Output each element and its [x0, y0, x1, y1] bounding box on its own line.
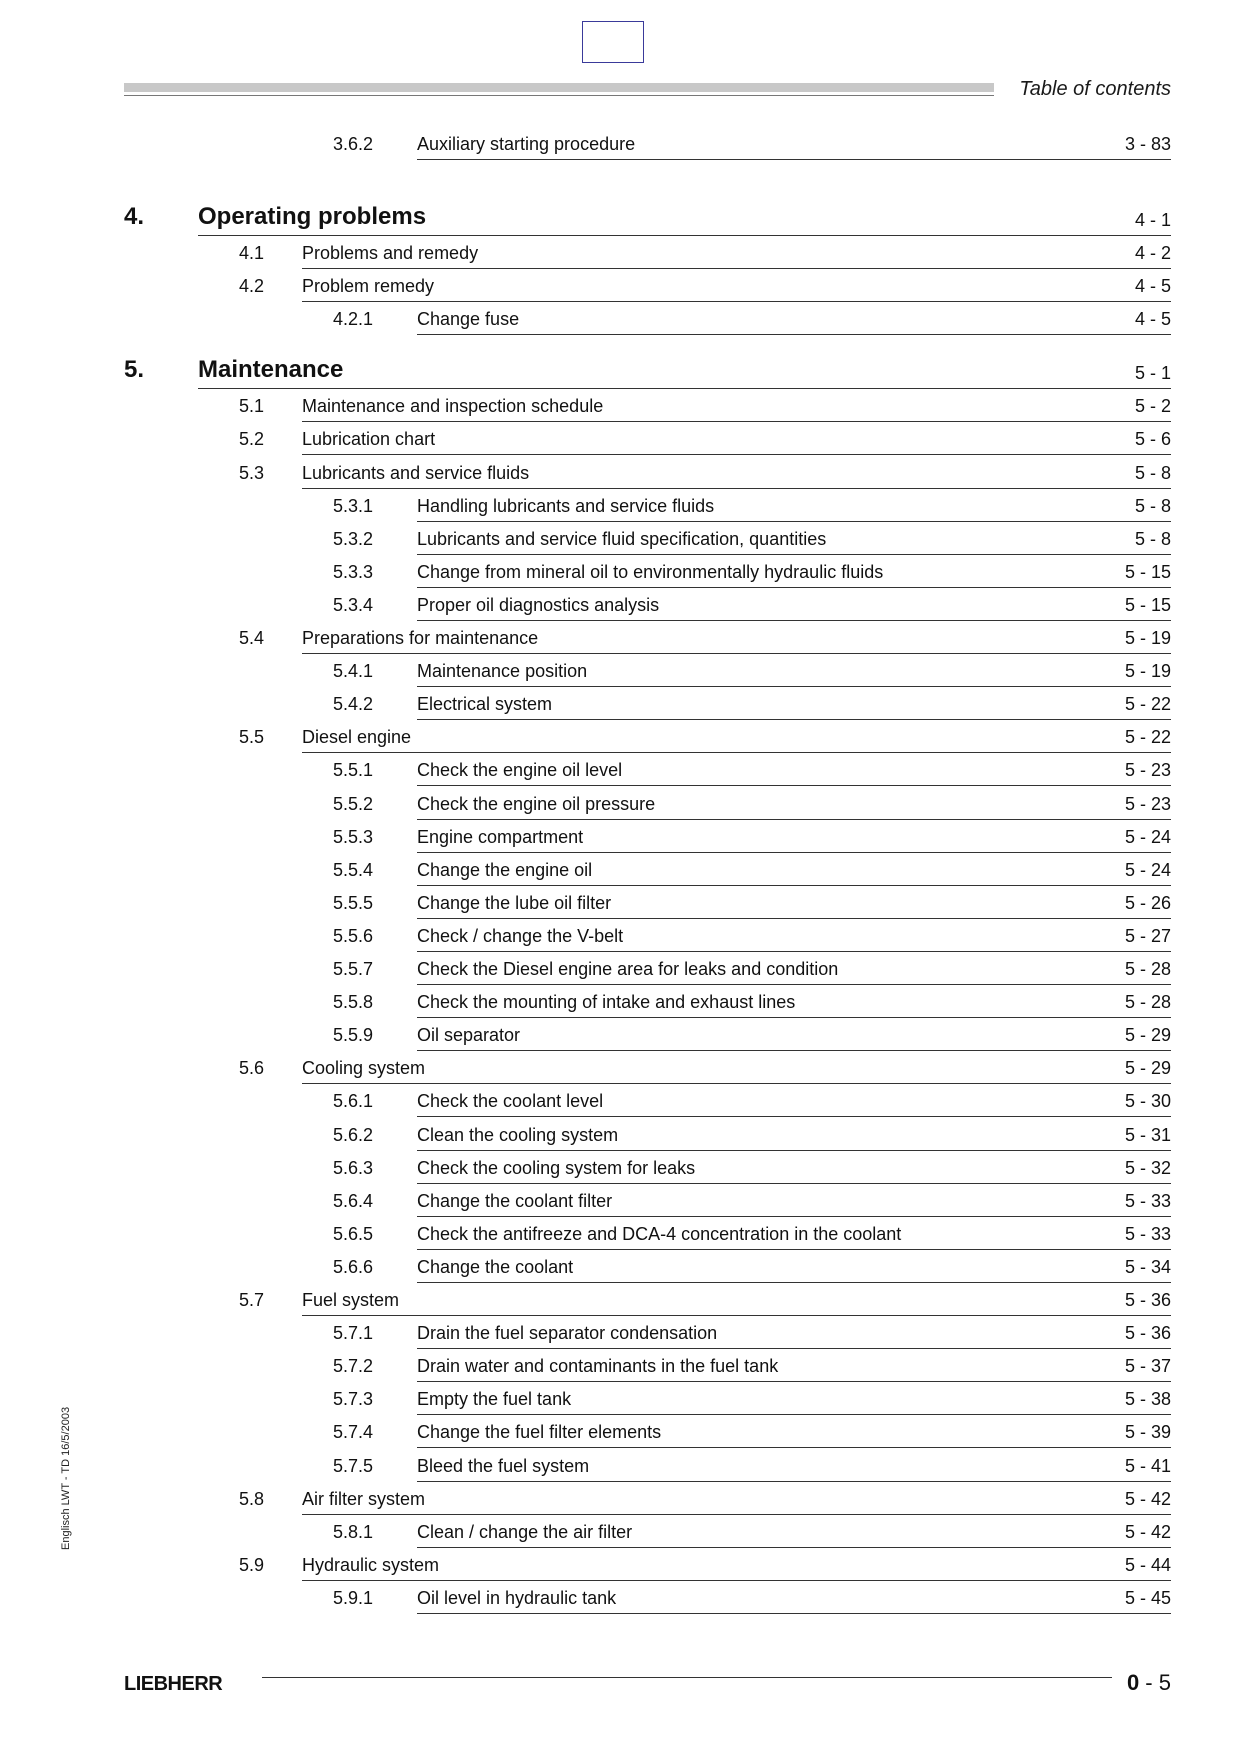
toc-number: 5.5.9	[333, 1025, 374, 1046]
toc-page-ref[interactable]: 5 - 38	[1124, 1389, 1171, 1410]
toc-title[interactable]: Engine compartment	[417, 826, 584, 847]
toc-page-ref[interactable]: 5 - 45	[1124, 1587, 1171, 1608]
toc-title[interactable]: Check the Diesel engine area for leaks and condition	[417, 959, 839, 979]
toc-entry-row[interactable]	[0, 786, 1240, 820]
toc-title[interactable]: Change the lube oil filter	[417, 892, 612, 913]
toc-page-ref[interactable]: 5 - 39	[1124, 1422, 1171, 1443]
toc-entry-row[interactable]	[0, 421, 1240, 455]
toc-title[interactable]: Change the coolant	[417, 1256, 574, 1277]
toc-title[interactable]: Lubricants and service fluids	[302, 462, 530, 483]
toc-title[interactable]: Change the fuel filter elements	[417, 1422, 662, 1443]
toc-entry-row[interactable]	[0, 951, 1240, 985]
toc-title[interactable]: Check / change the V-belt	[417, 925, 624, 946]
toc-page-ref[interactable]: 5 - 31	[1124, 1124, 1171, 1145]
header-bar	[124, 83, 994, 92]
toc-page-ref[interactable]: 5 - 27	[1124, 925, 1171, 946]
toc-page-ref[interactable]: 3 - 83	[1124, 134, 1171, 154]
toc-title[interactable]: Maintenance position	[417, 661, 588, 682]
page-chapter: 0	[1126, 1670, 1140, 1695]
toc-entry-row[interactable]	[0, 1348, 1240, 1382]
toc-entry-row[interactable]	[0, 1216, 1240, 1250]
toc-page-ref[interactable]: 5 - 24	[1124, 826, 1171, 847]
toc-page-ref[interactable]: 5 - 26	[1124, 892, 1171, 913]
toc-entry-row[interactable]	[0, 653, 1240, 687]
toc-chapter-row[interactable]	[0, 188, 1240, 236]
toc-number: 5.	[124, 356, 145, 384]
toc-number: 5.3.1	[333, 495, 374, 516]
toc-entry-row[interactable]	[0, 126, 1240, 160]
toc-number: 5.3.4	[333, 594, 374, 615]
toc-number: 4.	[124, 202, 145, 230]
toc-page-ref[interactable]: 5 - 33	[1124, 1223, 1171, 1244]
toc-title[interactable]: Check the engine oil level	[417, 760, 623, 781]
toc-entry-row[interactable]	[0, 1414, 1240, 1448]
toc-entry-row[interactable]	[0, 918, 1240, 952]
toc-entry-row[interactable]	[0, 819, 1240, 853]
toc-page-ref[interactable]: 5 - 32	[1124, 1157, 1171, 1178]
toc-page-ref[interactable]: 5 - 24	[1124, 859, 1171, 880]
toc-number: 5.5.4	[333, 859, 374, 880]
toc-underline	[417, 334, 1171, 335]
toc-number: 5.7.1	[333, 1323, 374, 1344]
page-separator: -	[1139, 1670, 1159, 1695]
toc-title[interactable]: Problem remedy	[302, 276, 435, 297]
toc-entry-row[interactable]	[0, 719, 1240, 753]
svg-text:LIEBHERR: LIEBHERR	[124, 1673, 223, 1695]
toc-title[interactable]: Problems and remedy	[302, 243, 479, 263]
toc-page-ref[interactable]: 5 - 22	[1124, 694, 1171, 715]
toc-page-ref[interactable]: 5 - 33	[1124, 1190, 1171, 1211]
toc-page-ref[interactable]: 5 - 44	[1124, 1554, 1171, 1575]
toc-title[interactable]: Empty the fuel tank	[417, 1389, 572, 1410]
toc-entry-row[interactable]	[0, 1448, 1240, 1482]
toc-title[interactable]: Handling lubricants and service fluids	[417, 495, 715, 516]
toc-page-ref[interactable]: 5 - 41	[1124, 1455, 1171, 1476]
toc-title[interactable]: Fuel system	[302, 1290, 400, 1310]
toc-page-ref[interactable]: 5 - 36	[1124, 1290, 1171, 1310]
toc-page-ref[interactable]: 5 - 19	[1124, 661, 1171, 682]
toc-title[interactable]: Check the engine oil pressure	[417, 793, 656, 814]
toc-page-ref[interactable]: 5 - 22	[1124, 727, 1171, 748]
toc-entry-row[interactable]	[0, 1514, 1240, 1548]
toc-entry-row[interactable]	[0, 885, 1240, 919]
toc-number: 5.1	[239, 396, 265, 417]
toc-number: 5.5.3	[333, 826, 374, 847]
toc-title[interactable]: Maintenance	[198, 356, 344, 384]
toc-page-ref[interactable]: 5 - 23	[1124, 760, 1171, 781]
toc-page-ref[interactable]: 5 - 15	[1124, 594, 1171, 615]
toc-title[interactable]: Drain the fuel separator condensation	[417, 1323, 718, 1344]
toc-entry-row[interactable]	[0, 1150, 1240, 1184]
toc-title[interactable]: Cooling system	[302, 1058, 426, 1079]
toc-number: 5.5.8	[333, 992, 374, 1013]
toc-number: 5.6.2	[333, 1124, 374, 1145]
toc-underline	[417, 1613, 1171, 1614]
toc-entry-row[interactable]	[0, 1249, 1240, 1283]
toc-entry-row[interactable]	[0, 268, 1240, 302]
toc-page-ref[interactable]: 4 - 5	[1134, 309, 1171, 330]
toc-title[interactable]: Oil separator	[417, 1025, 521, 1046]
page-number	[1127, 1670, 1171, 1696]
toc-page-ref[interactable]: 5 - 15	[1124, 561, 1171, 582]
toc-entry-row[interactable]	[0, 1481, 1240, 1515]
toc-entry-row[interactable]	[0, 1315, 1240, 1349]
toc-title[interactable]: Bleed the fuel system	[417, 1455, 590, 1476]
document-reference: Englisch LWT - TD 16/5/2003	[60, 1406, 72, 1550]
toc-entry-row[interactable]	[0, 554, 1240, 588]
toc-entry-row[interactable]	[0, 852, 1240, 886]
toc-page-ref[interactable]: 5 - 28	[1124, 959, 1171, 979]
toc-chapter-row[interactable]	[0, 341, 1240, 389]
toc-number: 5.7.2	[333, 1356, 374, 1377]
toc-number: 5.2	[239, 429, 265, 450]
liebherr-logo	[124, 1670, 254, 1696]
toc-page-ref[interactable]: 5 - 23	[1124, 793, 1171, 814]
toc-title[interactable]: Auxiliary starting procedure	[417, 134, 636, 154]
toc-entry-row[interactable]	[0, 235, 1240, 269]
toc-title[interactable]: Clean / change the air filter	[417, 1521, 633, 1542]
toc-number: 5.7.4	[333, 1422, 374, 1443]
toc-page-ref[interactable]: 5 - 6	[1134, 429, 1171, 450]
toc-entry-row[interactable]	[0, 1282, 1240, 1316]
toc-entry-row[interactable]	[0, 301, 1240, 335]
toc-title[interactable]: Lubricants and service fluid specification, quantities	[417, 528, 827, 549]
toc-number: 5.5	[239, 727, 265, 748]
toc-title[interactable]: Change fuse	[417, 309, 520, 330]
toc-entry-row[interactable]	[0, 1547, 1240, 1581]
toc-title[interactable]: Change the coolant filter	[417, 1190, 613, 1211]
toc-number: 5.5.2	[333, 793, 374, 814]
toc-title[interactable]: Clean the cooling system	[417, 1124, 619, 1145]
toc-page-ref[interactable]: 5 - 37	[1124, 1356, 1171, 1377]
toc-number: 3.6.2	[333, 134, 374, 154]
toc-title[interactable]: Diesel engine	[302, 727, 412, 748]
footer-rule	[262, 1677, 1112, 1678]
page-header-title: Table of contents	[1019, 78, 1171, 100]
toc-title[interactable]: Check the cooling system for leaks	[417, 1157, 696, 1178]
toc-number: 5.7	[239, 1290, 265, 1310]
toc-number: 5.5.1	[333, 760, 374, 781]
toc-entry-row[interactable]	[0, 455, 1240, 489]
header-rule	[124, 95, 994, 96]
toc-page-ref[interactable]: 5 - 42	[1124, 1521, 1171, 1542]
toc-number: 5.4.1	[333, 661, 374, 682]
toc-number: 4.1	[239, 243, 265, 263]
toc-title[interactable]: Check the antifreeze and DCA-4 concentration in the coolant	[417, 1223, 902, 1244]
toc-number: 5.8	[239, 1488, 265, 1509]
toc-page-ref[interactable]: 5 - 29	[1124, 1025, 1171, 1046]
toc-page-ref[interactable]: 5 - 19	[1124, 628, 1171, 648]
toc-page-ref[interactable]: 4 - 5	[1134, 276, 1171, 297]
toc-page-ref[interactable]: 4 - 1	[1134, 209, 1171, 230]
toc-page-ref[interactable]: 5 - 8	[1134, 528, 1171, 549]
toc-entry-row[interactable]	[0, 686, 1240, 720]
toc-entry-row[interactable]	[0, 521, 1240, 555]
toc-title[interactable]: Change from mineral oil to environmentally hydraulic fluids	[417, 561, 884, 582]
toc-entry-row[interactable]	[0, 620, 1240, 654]
toc-entry-row[interactable]	[0, 1580, 1240, 1614]
toc-entry-row[interactable]	[0, 1050, 1240, 1084]
toc-title[interactable]: Maintenance and inspection schedule	[302, 396, 604, 417]
toc-page-ref[interactable]: 5 - 8	[1134, 495, 1171, 516]
toc-title[interactable]: Proper oil diagnostics analysis	[417, 594, 660, 615]
toc-title[interactable]: Electrical system	[417, 694, 553, 715]
toc-title[interactable]: Check the mounting of intake and exhaust lines	[417, 992, 796, 1013]
toc-number: 5.8.1	[333, 1521, 374, 1542]
toc-page-ref[interactable]: 5 - 36	[1124, 1323, 1171, 1344]
toc-title[interactable]: Preparations for maintenance	[302, 628, 539, 648]
toc-number: 5.6	[239, 1058, 265, 1079]
toc-page-ref[interactable]: 5 - 2	[1134, 396, 1171, 417]
toc-page-ref[interactable]: 5 - 28	[1124, 992, 1171, 1013]
toc-number: 4.2.1	[333, 309, 374, 330]
toc-entry-row[interactable]	[0, 1083, 1240, 1117]
toc-number: 5.5.5	[333, 892, 374, 913]
toc-entry-row[interactable]	[0, 1117, 1240, 1151]
toc-number: 5.6.4	[333, 1190, 374, 1211]
toc-entry-row[interactable]	[0, 488, 1240, 522]
toc-number: 5.3.3	[333, 561, 374, 582]
toc-number: 5.7.3	[333, 1389, 374, 1410]
toc-number: 5.9	[239, 1554, 265, 1575]
toc-entry-row[interactable]	[0, 388, 1240, 422]
toc-page-ref[interactable]: 5 - 29	[1124, 1058, 1171, 1079]
page-index: 5	[1158, 1670, 1171, 1695]
toc-title[interactable]: Operating problems	[198, 202, 427, 230]
toc-number: 5.4.2	[333, 694, 374, 715]
toc-page-ref[interactable]: 5 - 42	[1124, 1488, 1171, 1509]
toc-page-ref[interactable]: 5 - 30	[1124, 1091, 1171, 1112]
toc-title[interactable]: Hydraulic system	[302, 1554, 440, 1575]
toc-number: 5.5.7	[333, 959, 374, 979]
toc-page-ref[interactable]: 5 - 1	[1134, 363, 1171, 384]
toc-number: 5.5.6	[333, 925, 374, 946]
toc-number: 5.3	[239, 462, 265, 483]
toc-number: 5.7.5	[333, 1455, 374, 1476]
toc-title[interactable]: Oil level in hydraulic tank	[417, 1587, 617, 1608]
toc-number: 5.6.3	[333, 1157, 374, 1178]
toc-entry-row[interactable]	[0, 752, 1240, 786]
toc-number: 5.6.6	[333, 1256, 374, 1277]
top-marker-box	[582, 21, 644, 63]
toc-title[interactable]: Drain water and contaminants in the fuel tank	[417, 1356, 779, 1377]
toc-number: 5.3.2	[333, 528, 374, 549]
toc-page-ref[interactable]: 4 - 2	[1134, 243, 1171, 263]
toc-number: 5.6.5	[333, 1223, 374, 1244]
toc-title[interactable]: Change the engine oil	[417, 859, 593, 880]
toc-page-ref[interactable]: 5 - 34	[1124, 1256, 1171, 1277]
toc-entry-row[interactable]	[0, 984, 1240, 1018]
toc-title[interactable]: Check the coolant level	[417, 1091, 604, 1112]
toc-number: 5.9.1	[333, 1587, 374, 1608]
toc-page-ref[interactable]: 5 - 8	[1134, 462, 1171, 483]
toc-title[interactable]: Air filter system	[302, 1488, 426, 1509]
toc-number: 4.2	[239, 276, 265, 297]
toc-number: 5.4	[239, 628, 265, 648]
toc-entry-row[interactable]	[0, 1183, 1240, 1217]
toc-entry-row[interactable]	[0, 587, 1240, 621]
toc-title[interactable]: Lubrication chart	[302, 429, 436, 450]
toc-entry-row[interactable]	[0, 1017, 1240, 1051]
toc-entry-row[interactable]	[0, 1381, 1240, 1415]
toc-underline	[417, 159, 1171, 160]
toc-number: 5.6.1	[333, 1091, 374, 1112]
